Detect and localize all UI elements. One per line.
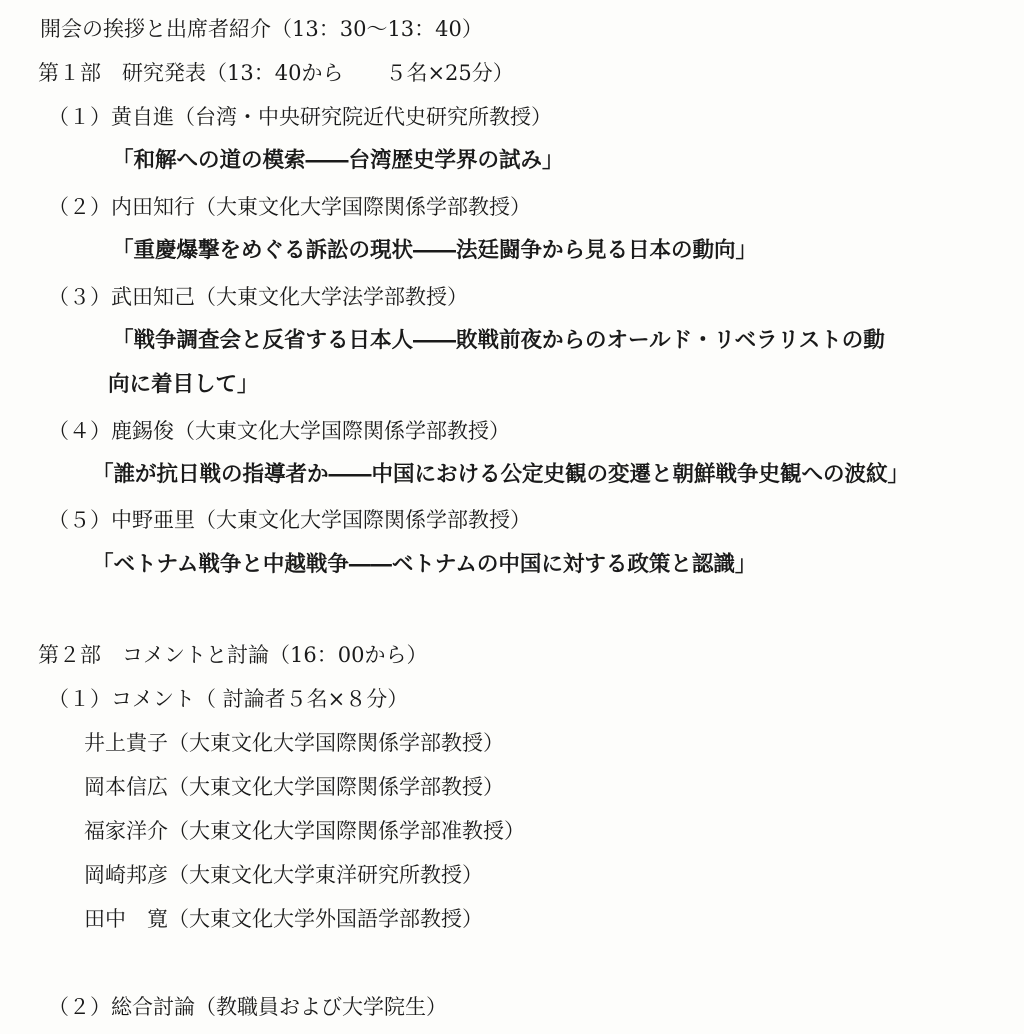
presentation-2-title: 「重慶爆撃をめぐる訴訟の現状――法廷闘争から見る日本の動向」: [112, 238, 758, 263]
discussant-5: 田中 寛（大東文化大学外国語学部教授）: [84, 907, 483, 931]
presentation-4-speaker: （４）鹿錫俊（大東文化大学国際関係学部教授）: [48, 419, 510, 443]
presentation-1-title: 「和解への道の模索――台湾歴史学界の試み」: [112, 148, 564, 173]
presentation-4-title: 「誰が抗日戦の指導者か――中国における公定史観の変遷と朝鮮戦争史観への波紋」: [92, 462, 910, 487]
discussant-3: 福家洋介（大東文化大学国際関係学部准教授）: [84, 819, 525, 843]
general-discussion: （２）総合討論（教職員および大学院生）: [48, 995, 447, 1019]
presentation-1-speaker: （１）黄自進（台湾・中央研究院近代史研究所教授）: [48, 105, 552, 129]
presentation-5-title: 「ベトナム戦争と中越戦争――ベトナムの中国に対する政策と認識」: [92, 552, 757, 577]
discussant-4: 岡崎邦彦（大東文化大学東洋研究所教授）: [84, 863, 483, 887]
presentation-3-title-line-2: 向に着目して」: [108, 372, 259, 397]
presentation-2-speaker: （２）内田知行（大東文化大学国際関係学部教授）: [48, 195, 531, 219]
presentation-5-speaker: （５）中野亜里（大東文化大学国際関係学部教授）: [48, 508, 531, 532]
discussant-1: 井上貴子（大東文化大学国際関係学部教授）: [84, 731, 504, 755]
comment-heading: （１）コメント（ 討論者５名×８分）: [48, 687, 409, 711]
part1-heading: 第１部 研究発表（13：40から ５名×25分）: [38, 61, 514, 85]
presentation-3-speaker: （３）武田知己（大東文化大学法学部教授）: [48, 285, 468, 309]
presentation-3-title-line-1: 「戦争調査会と反省する日本人――敗戦前夜からのオールド・リベラリストの動: [112, 328, 885, 353]
discussant-2: 岡本信広（大東文化大学国際関係学部教授）: [84, 775, 504, 799]
opening-line: 開会の挨拶と出席者紹介（13：30〜13：40）: [40, 17, 483, 41]
part2-heading: 第２部 コメントと討論（16：00から）: [38, 643, 428, 667]
